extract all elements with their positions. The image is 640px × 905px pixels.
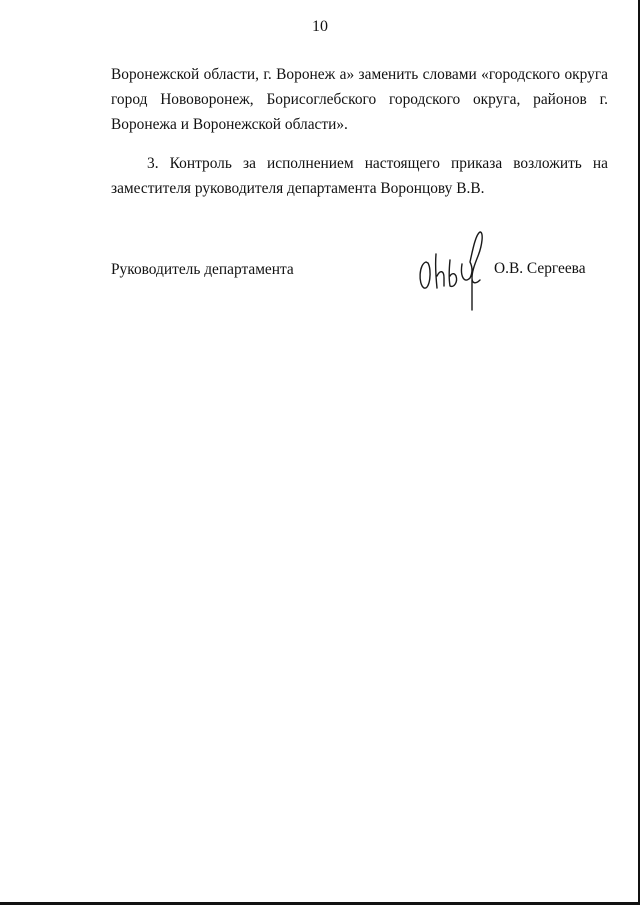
handwritten-signature xyxy=(416,226,492,314)
paragraph-continuation xyxy=(111,62,608,137)
text-line: 3. Контроль за исполнением настоящего приказа возложить на xyxy=(147,155,608,172)
text-line: заместителя руководителя департамента Воронцову В.В. xyxy=(111,180,485,197)
text-line: Воронежа и Воронежской области». xyxy=(111,116,348,133)
signatory-name: О.В. Сергеева xyxy=(494,260,586,277)
signatory-title: Руководитель департамента xyxy=(111,261,294,278)
paragraph-item-3 xyxy=(111,151,608,201)
document-body xyxy=(111,62,608,201)
text-line: Воронежской области, г. Воронеж а» заменить словами «городского округа xyxy=(111,66,608,83)
text-line: город Нововоронеж, Борисоглебского городского округа, районов г. xyxy=(111,91,608,108)
page-number: 10 xyxy=(312,18,328,35)
